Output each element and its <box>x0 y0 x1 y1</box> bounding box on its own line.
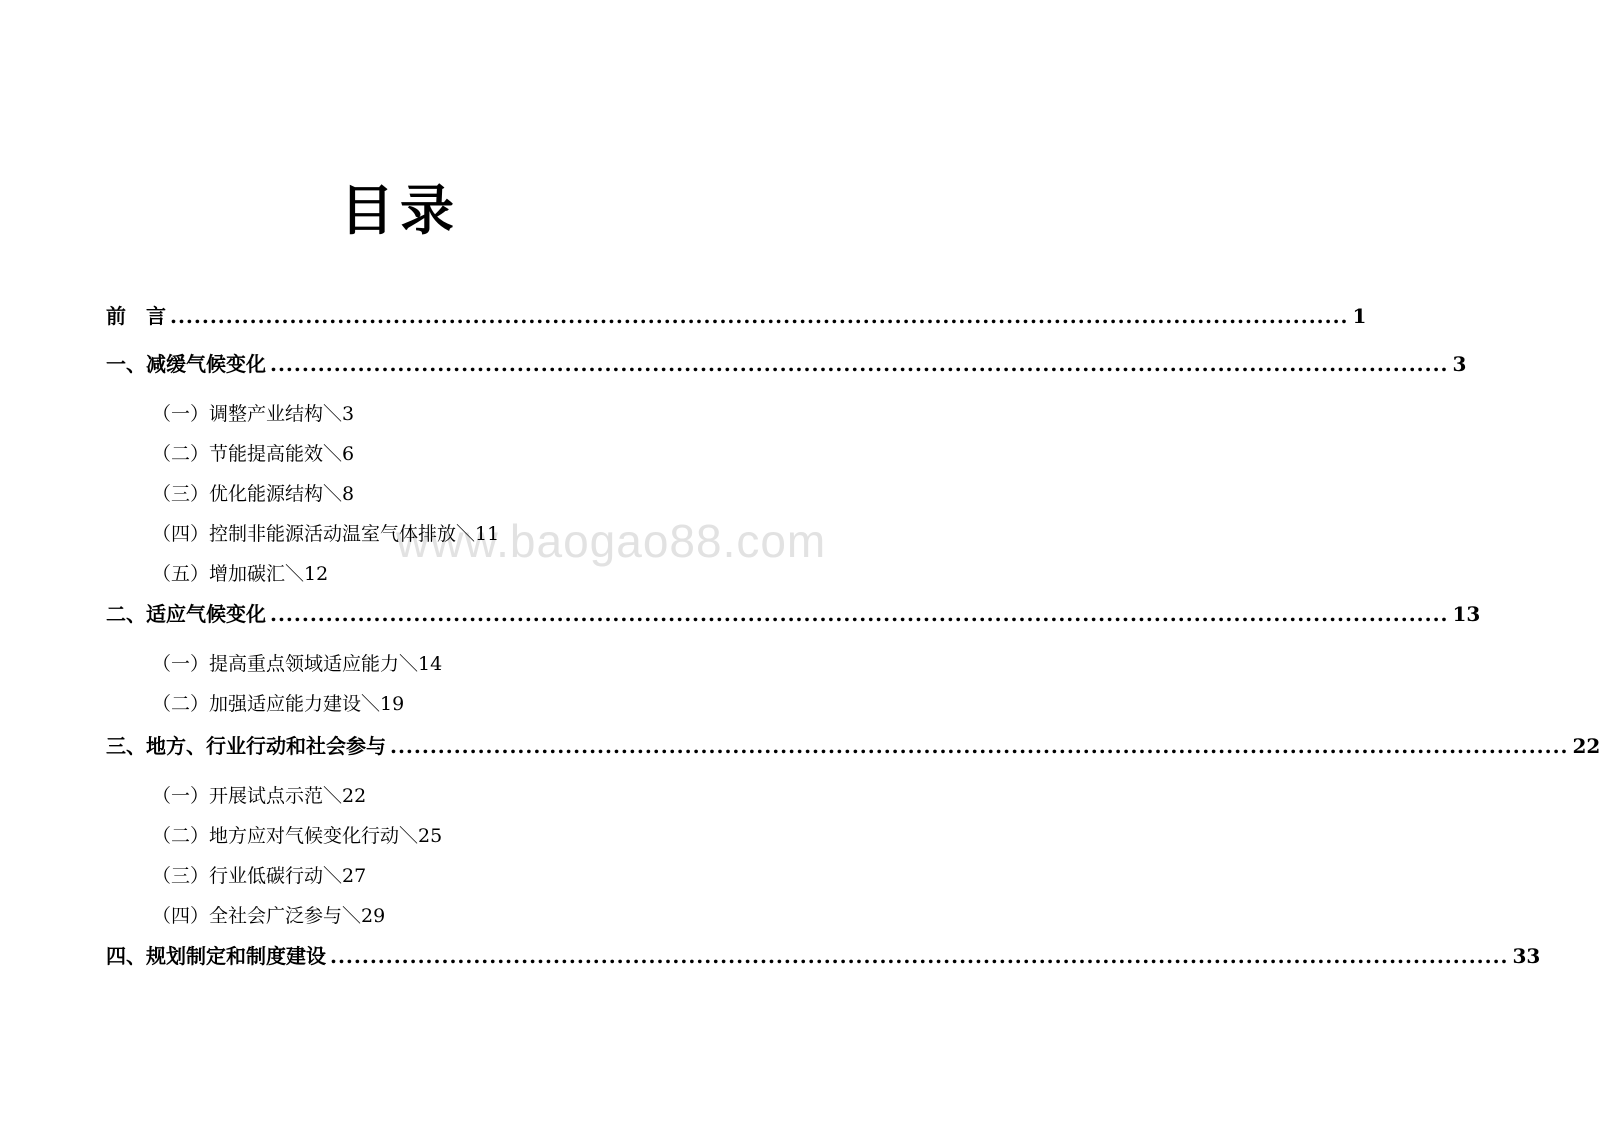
toc-page-number: 33 <box>1512 944 1541 968</box>
toc-entry-section-2[interactable] <box>106 601 1481 627</box>
toc-subentry[interactable]: （三）优化能源结构＼8 <box>152 483 355 505</box>
toc-leader-dots: .................................................................................................................................................... <box>270 352 1449 376</box>
toc-subentry[interactable]: （一）调整产业结构＼3 <box>152 403 355 425</box>
toc-subentry[interactable]: （四）全社会广泛参与＼29 <box>152 905 386 927</box>
toc-label: 四、规划制定和制度建设 <box>106 944 326 968</box>
toc-label: 一、减缓气候变化 <box>106 352 266 376</box>
toc-page-number: 22 <box>1572 734 1600 758</box>
toc-subentry[interactable]: （二）地方应对气候变化行动＼25 <box>152 825 443 847</box>
toc-subentry[interactable]: （五）增加碳汇＼12 <box>152 563 329 585</box>
toc-page-number: 3 <box>1452 352 1467 376</box>
watermark: www.baogao88.com <box>396 515 827 567</box>
toc-label: 三、地方、行业行动和社会参与 <box>106 734 386 758</box>
toc-page-number: 13 <box>1452 602 1481 626</box>
toc-page-number: 1 <box>1352 304 1367 328</box>
toc-leader-dots: .................................................................................................................................................... <box>390 734 1569 758</box>
toc-subentry[interactable]: （一）提高重点领域适应能力＼14 <box>152 653 443 675</box>
toc-subentry[interactable]: （二）节能提高能效＼6 <box>152 443 355 465</box>
toc-entry-section-1[interactable] <box>106 351 1467 377</box>
toc-subentry[interactable]: （二）加强适应能力建设＼19 <box>152 693 405 715</box>
toc-entry-section-4[interactable] <box>106 943 1541 969</box>
toc-leader-dots: .................................................................................................................................................... <box>330 944 1509 968</box>
toc-leader-dots: .................................................................................................................................................... <box>270 602 1449 626</box>
toc-entry-preface[interactable] <box>106 303 1367 329</box>
toc-label: 前 言 <box>106 304 166 328</box>
toc-subentry[interactable]: （四）控制非能源活动温室气体排放＼11 <box>152 523 500 545</box>
toc-leader-dots: .................................................................................................................................................... <box>170 304 1349 328</box>
page-title: 目录 <box>340 178 460 242</box>
toc-label: 二、适应气候变化 <box>106 602 266 626</box>
toc-subentry[interactable]: （三）行业低碳行动＼27 <box>152 865 367 887</box>
toc-entry-section-3[interactable] <box>106 733 1600 759</box>
toc-subentry[interactable]: （一）开展试点示范＼22 <box>152 785 367 807</box>
